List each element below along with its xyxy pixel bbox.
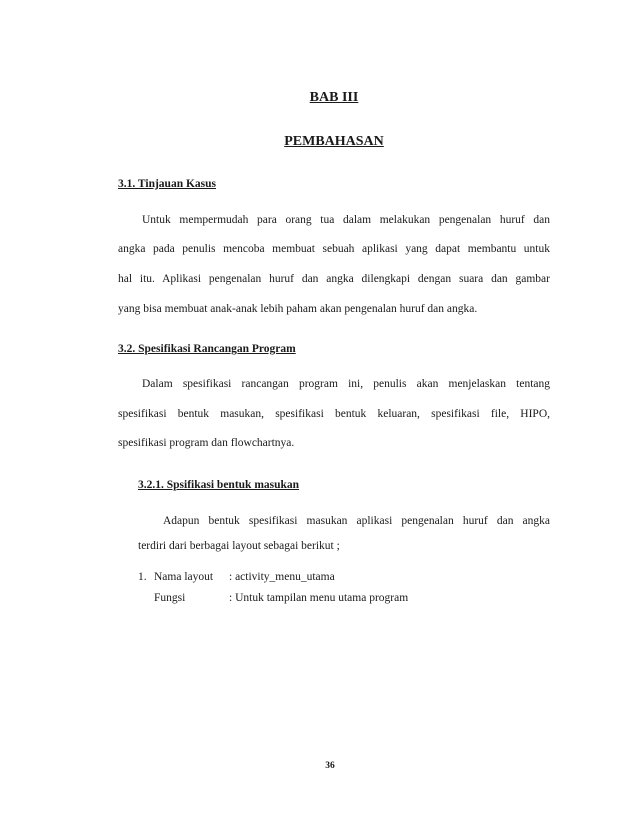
paragraph-line: terdiri dari berbagai layout sebagai berikut ; xyxy=(138,540,340,552)
fungsi-label: Fungsi xyxy=(154,592,186,604)
section-heading-3-1: 3.1. Tinjauan Kasus xyxy=(118,178,217,190)
paragraph-line: angka pada penulis mencoba membuat sebuah aplikasi yang dapat membantu untuk xyxy=(118,243,550,255)
paragraph-line: spesifikasi program dan flowchartnya. xyxy=(118,437,295,449)
page-number: 36 xyxy=(325,761,335,771)
paragraph-line: yang bisa membuat anak-anak lebih paham akan pengenalan huruf dan angka. xyxy=(118,303,478,315)
list-number: 1. xyxy=(138,571,147,583)
fungsi-value: : Untuk tampilan menu utama program xyxy=(229,592,409,604)
layout-name-value: : activity_menu_utama xyxy=(229,571,335,583)
chapter-title: PEMBAHASAN xyxy=(284,134,384,149)
paragraph-line: Dalam spesifikasi rancangan program ini, penulis akan menjelaskan tentang xyxy=(142,378,550,390)
section-heading-3-2: 3.2. Spesifikasi Rancangan Program xyxy=(118,343,296,355)
paragraph-line: Untuk mempermudah para orang tua dalam melakukan pengenalan huruf dan xyxy=(142,214,550,226)
paragraph-line: Adapun bentuk spesifikasi masukan aplikasi pengenalan huruf dan angka xyxy=(163,515,550,527)
chapter-label: BAB III xyxy=(309,90,359,105)
paragraph-line: spesifikasi bentuk masukan, spesifikasi bentuk keluaran, spesifikasi file, HIPO, xyxy=(118,408,550,420)
paragraph-line: hal itu. Aplikasi pengenalan huruf dan angka dilengkapi dengan suara dan gambar xyxy=(118,273,550,285)
section-heading-3-2-1: 3.2.1. Spsifikasi bentuk masukan xyxy=(138,479,300,491)
layout-name-label: Nama layout xyxy=(154,571,214,583)
